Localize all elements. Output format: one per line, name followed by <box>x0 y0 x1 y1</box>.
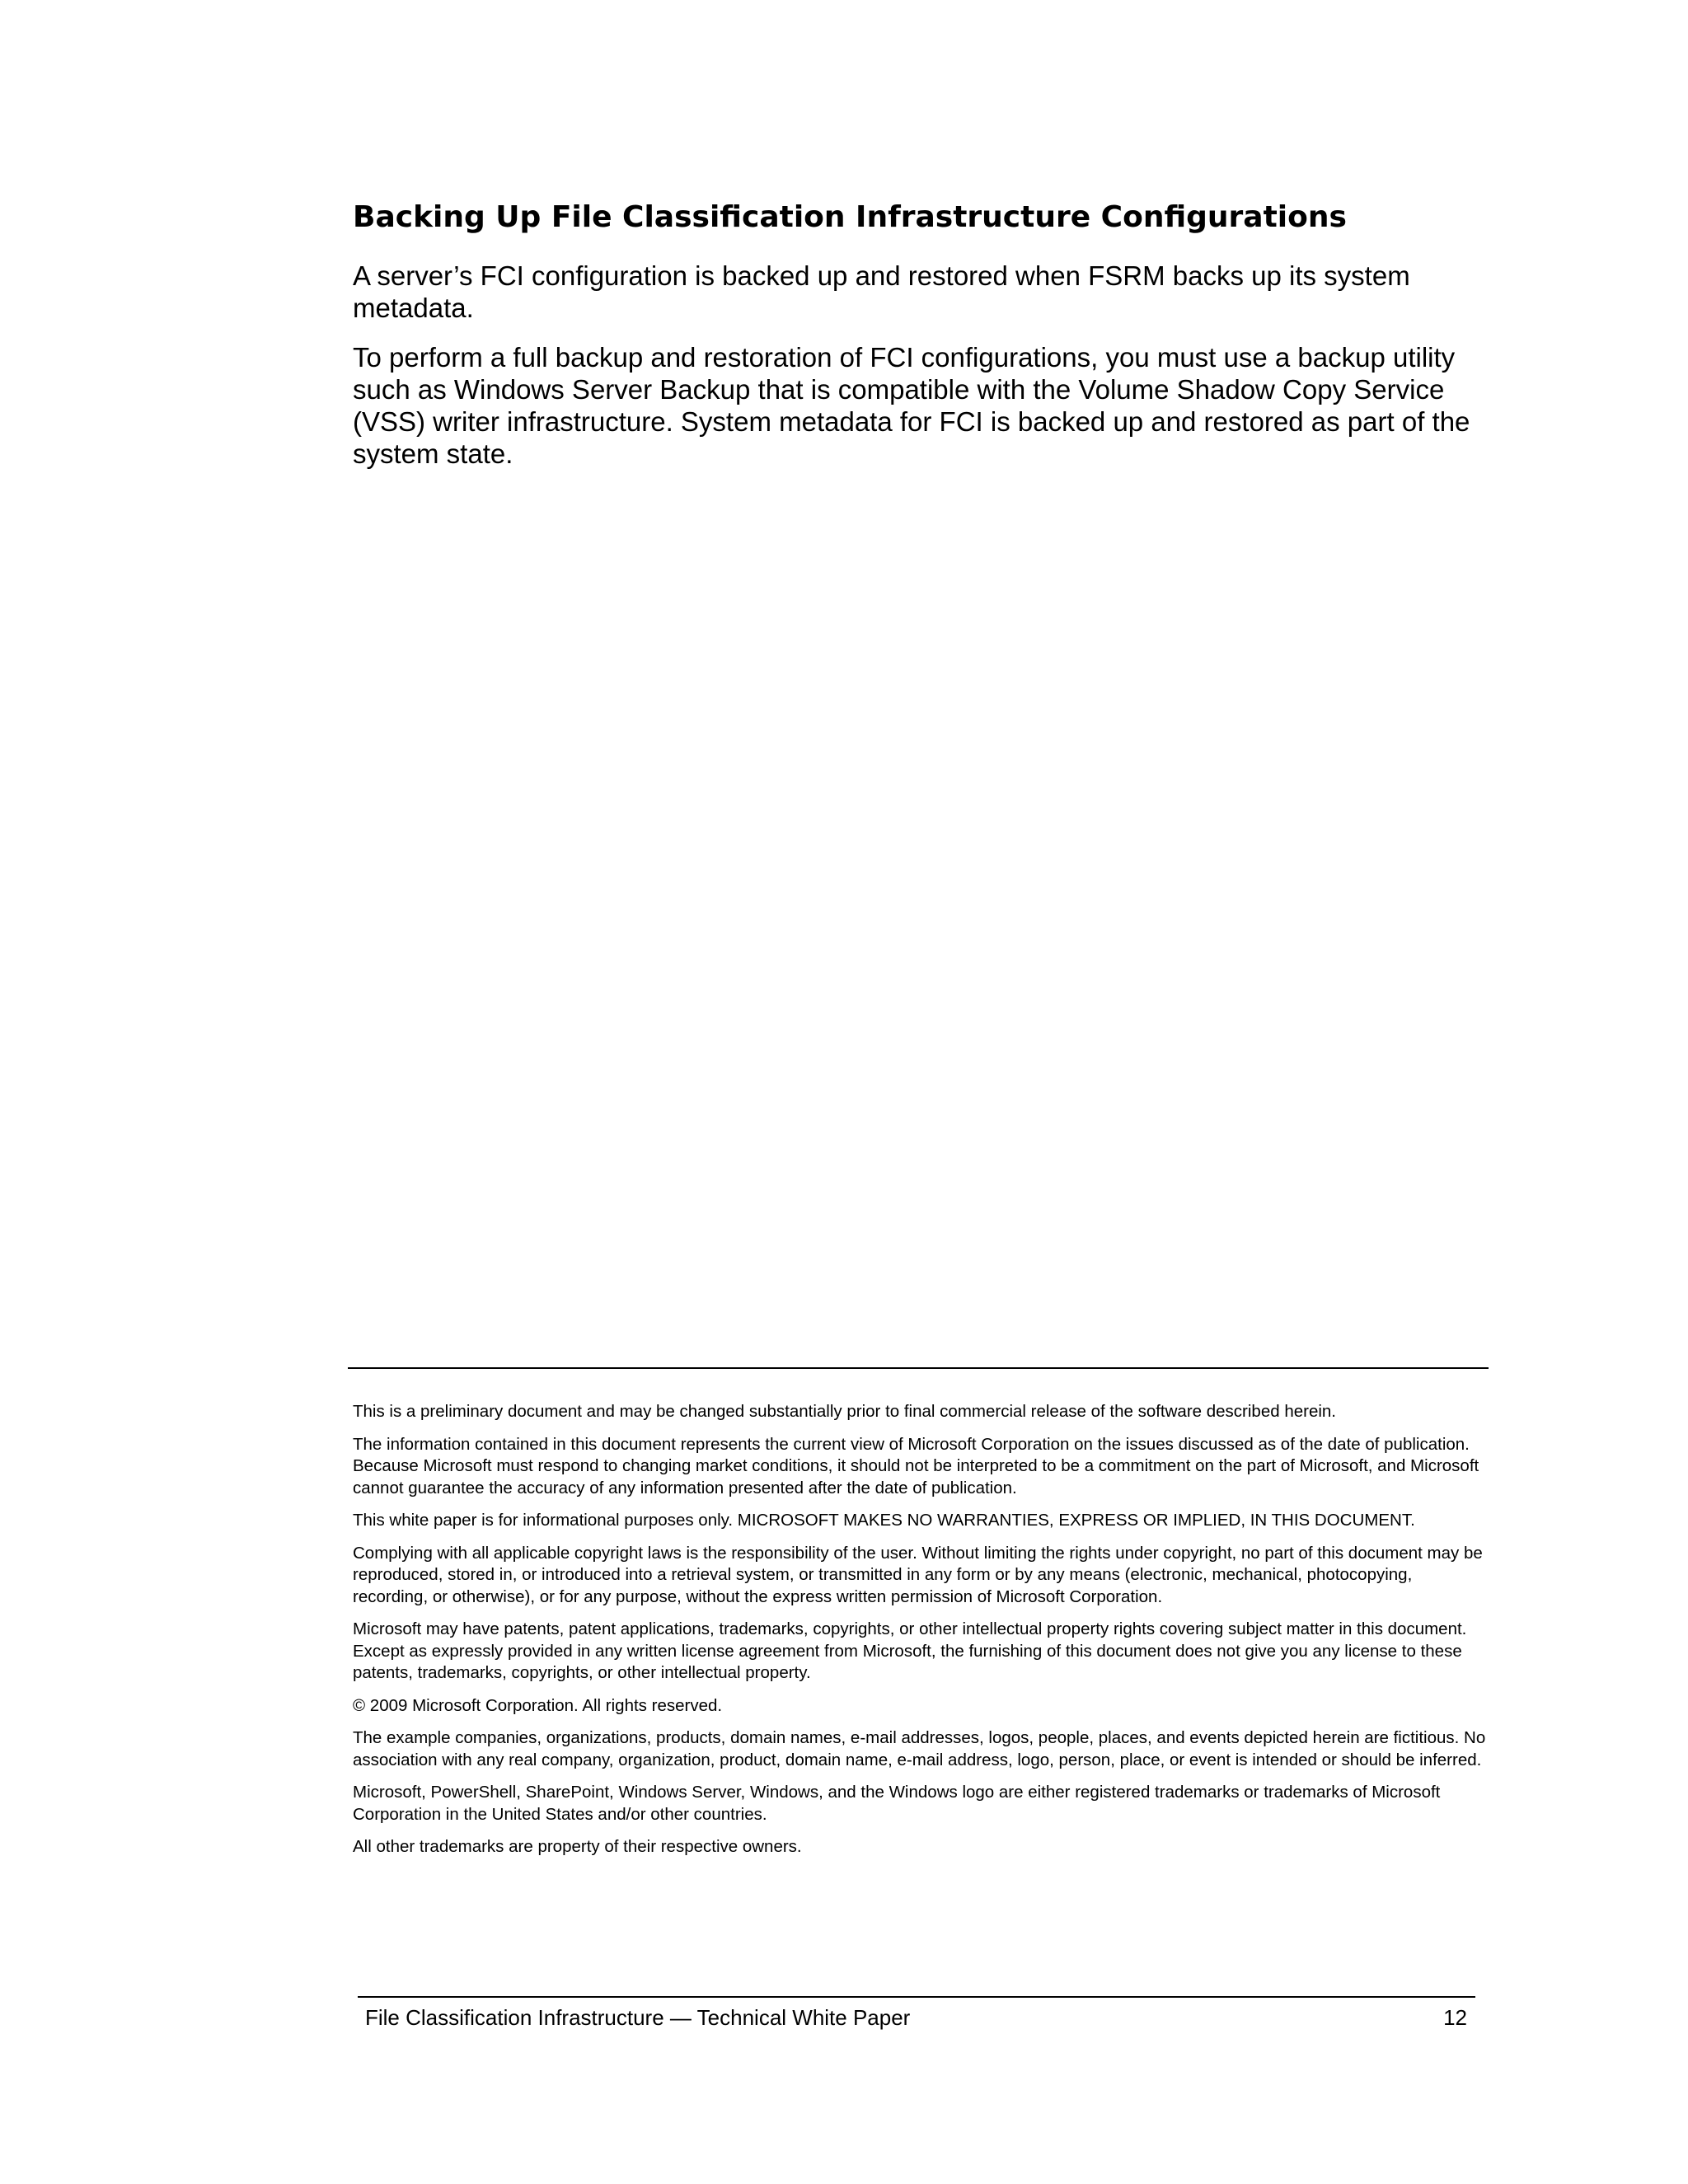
legal-paragraph-4: Complying with all applicable copyright laws is the responsibility of the user. Without limiting the rights under copyright, no part of this document may be reproduced, stored in, or introduced into a retrieval system, or transmitted in any form or by any means (electronic, mechanical, photocopying, recording, or otherwise), or for any purpose, without the express written permission of Microsoft Corporation. <box>353 1543 1483 1606</box>
legal-paragraph-1: This is a preliminary document and may be changed substantially prior to final commercial release of the software described herein. <box>353 1402 1337 1421</box>
footer-page-number: 12 <box>1443 2005 1467 2030</box>
legal-paragraph-5: Microsoft may have patents, patent applications, trademarks, copyrights, or other intellectual property rights covering subject matter in this document. Except as expressly provided in any written license agreement from Microsoft, the furnishing of this document does not give you any license to these patents, trademarks, copyrights, or other intellectual property. <box>353 1619 1467 1682</box>
body-paragraph-2: To perform a full backup and restoration of FCI configurations, you must use a backup utility such as Windows Server Backup that is compatible with the Volume Shadow Copy Service (VSS) writer infrastructure. System metadata for FCI is backed up and restored as part of the system state. <box>353 342 1470 469</box>
legal-paragraph-7: The example companies, organizations, products, domain names, e-mail addresses, logos, people, places, and events depicted herein are fictitious. No association with any real company, organization, product, domain name, e-mail address, logo, person, place, or event is intended or should be inferred. <box>353 1728 1486 1769</box>
legal-paragraph-2: The information contained in this document represents the current view of Microsoft Corporation on the issues discussed as of the date of publication. Because Microsoft must respond to changing market conditions, it should not be interpreted to be a commitment on the part of Microsoft, and Microsoft cannot guarantee the accuracy of any information presented after the date of publication. <box>353 1434 1479 1497</box>
footer-divider <box>358 1996 1475 1998</box>
section-heading: Backing Up File Classification Infrastructure Configurations <box>353 200 1347 234</box>
legal-paragraph-8: Microsoft, PowerShell, SharePoint, Windows Server, Windows, and the Windows logo are either registered trademarks or trademarks of Microsoft Corporation in the United States and/or other countries. <box>353 1783 1441 1824</box>
footer-document-title: File Classification Infrastructure — Technical White Paper <box>365 2005 911 2030</box>
legal-paragraph-9: All other trademarks are property of their respective owners. <box>353 1837 802 1856</box>
body-paragraph-1: A server’s FCI configuration is backed up and restored when FSRM backs up its system metadata. <box>353 260 1410 323</box>
legal-notice <box>353 1401 1489 1869</box>
legal-divider <box>348 1367 1489 1369</box>
legal-copyright: © 2009 Microsoft Corporation. All rights reserved. <box>353 1695 723 1715</box>
legal-paragraph-3: This white paper is for informational purposes only. MICROSOFT MAKES NO WARRANTIES, EXPRESS OR IMPLIED, IN THIS DOCUMENT. <box>353 1511 1415 1530</box>
